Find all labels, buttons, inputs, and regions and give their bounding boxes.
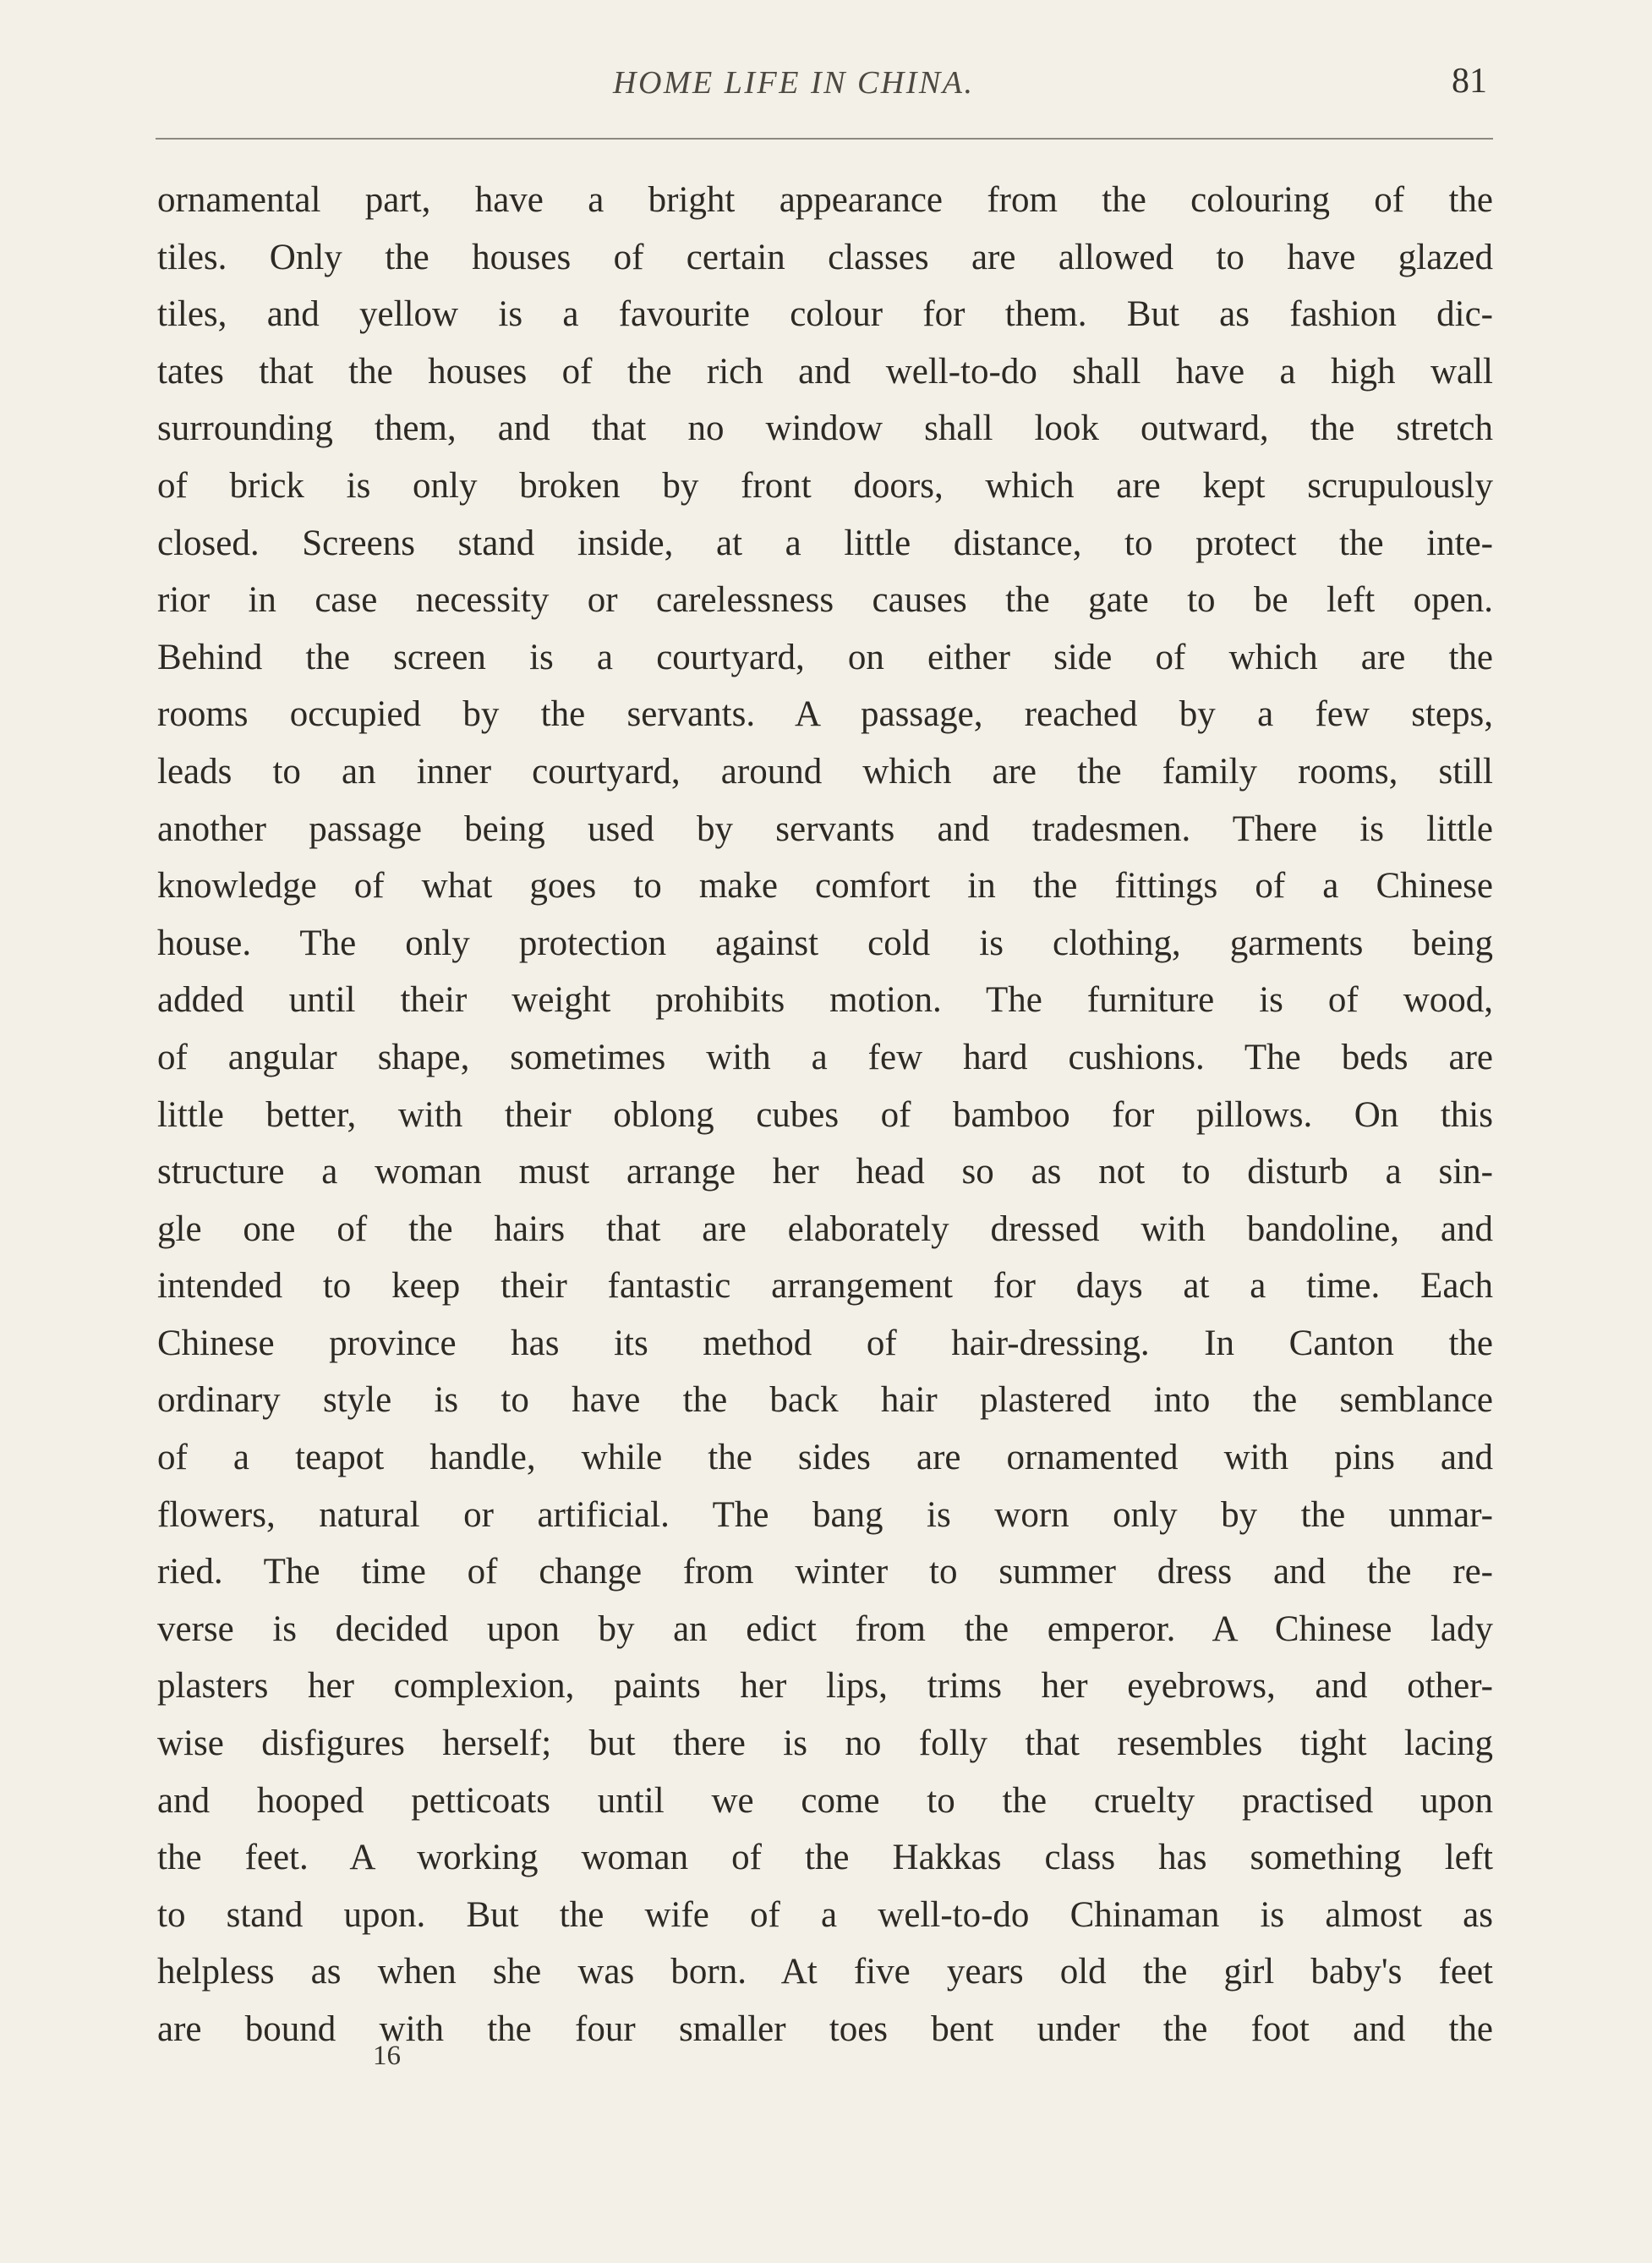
text-line-13: knowledge of what goes to make comfort in the fittings of a Chinese (157, 866, 1493, 907)
header-rule (156, 138, 1493, 140)
text-line-14: house. The only protection against cold is clothing, garments being (157, 923, 1493, 963)
text-line-31: to stand upon. But the wife of a well-to-do Chinaman is almost as (157, 1894, 1493, 1935)
text-line-24: flowers, natural or artificial. The bang is worn only by the unmar- (157, 1494, 1493, 1535)
text-line-08: rior in case necessity or carelessness causes the gate to be left open. (157, 580, 1493, 621)
text-line-11: leads to an inner courtyard, around which are the family rooms, still (157, 751, 1493, 792)
text-line-15: added until their weight prohibits motion. The furniture is of wood, (157, 980, 1493, 1021)
text-line-18: structure a woman must arrange her head so as not to disturb a sin- (157, 1152, 1493, 1192)
text-line-09: Behind the screen is a courtyard, on either side of which are the (157, 637, 1493, 677)
text-line-23: of a teapot handle, while the sides are ornamented with pins and (157, 1438, 1493, 1478)
text-line-32: helpless as when she was born. At five years old the girl baby's feet (157, 1952, 1493, 1992)
running-header (0, 61, 1652, 112)
page-number: 81 (1452, 62, 1487, 101)
text-line-03: tiles, and yellow is a favourite colour for them. But as fashion dic- (157, 294, 1493, 335)
text-line-21: Chinese province has its method of hair-dressing. In Canton the (157, 1323, 1493, 1363)
text-line-26: verse is decided upon by an edict from the emperor. A Chinese lady (157, 1608, 1493, 1649)
text-line-12: another passage being used by servants and tradesmen. There is little (157, 808, 1493, 849)
text-line-02: tiles. Only the houses of certain classes are allowed to have glazed (157, 237, 1493, 277)
text-line-22: ordinary style is to have the back hair plastered into the semblance (157, 1380, 1493, 1421)
running-title: HOME LIFE IN CHINA. (613, 65, 975, 101)
text-line-19: gle one of the hairs that are elaborately dressed with bandoline, and (157, 1208, 1493, 1249)
text-line-16: of angular shape, sometimes with a few hard cushions. The beds are (157, 1037, 1493, 1077)
signature-mark: 16 (373, 2041, 401, 2071)
text-line-04: tates that the houses of the rich and well-to-do shall have a high wall (157, 351, 1493, 392)
text-line-20: intended to keep their fantastic arrangement for days at a time. Each (157, 1266, 1493, 1307)
text-line-30: the feet. A working woman of the Hakkas class has something left (157, 1838, 1493, 1878)
text-line-28: wise disfigures herself; but there is no folly that resembles tight lacing (157, 1723, 1493, 1764)
text-line-25: ried. The time of change from winter to summer dress and the re- (157, 1552, 1493, 1592)
page-body-text (157, 172, 1493, 2091)
text-line-10: rooms occupied by the servants. A passage, reached by a few steps, (157, 694, 1493, 735)
text-line-27: plasters her complexion, paints her lips, trims her eyebrows, and other- (157, 1666, 1493, 1707)
text-line-29: and hooped petticoats until we come to the cruelty practised upon (157, 1780, 1493, 1821)
text-line-33: are bound with the four smaller toes bent under the foot and the (157, 2009, 1493, 2049)
text-line-17: little better, with their oblong cubes of bamboo for pillows. On this (157, 1094, 1493, 1135)
text-line-01: ornamental part, have a bright appearance from the colouring of the (157, 180, 1493, 220)
text-line-07: closed. Screens stand inside, at a little distance, to protect the inte- (157, 523, 1493, 563)
text-line-05: surrounding them, and that no window shall look outward, the stretch (157, 408, 1493, 449)
text-line-06: of brick is only broken by front doors, which are kept scrupulously (157, 465, 1493, 506)
